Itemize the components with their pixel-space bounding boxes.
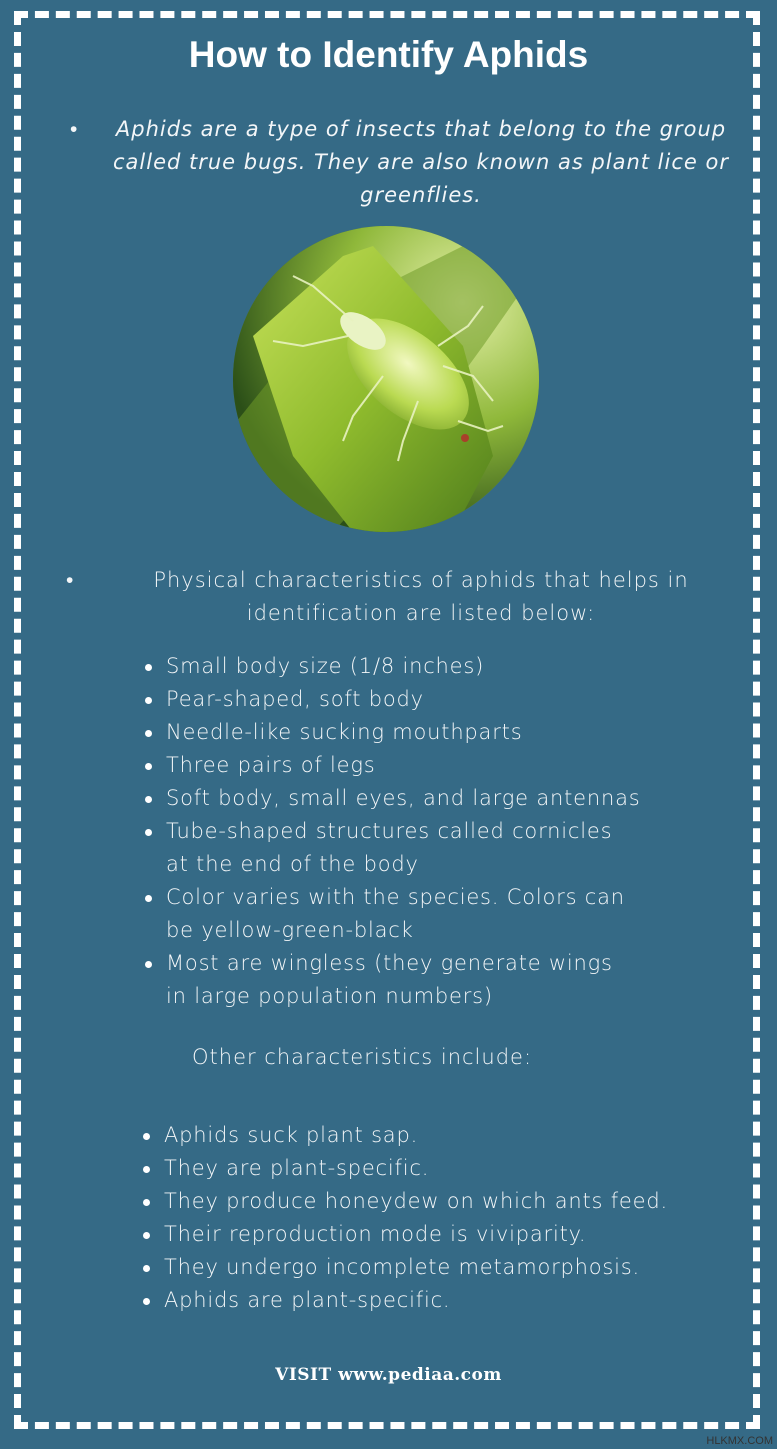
page-title: How to Identify Aphids (188, 34, 589, 75)
characteristics-intro-text: Physical characteristics of aphids that helps in identification are listed below: (153, 568, 689, 625)
intro-paragraph (62, 113, 742, 212)
bullet-icon: • (70, 117, 79, 141)
list-item: Their reproduction mode is viviparity. (140, 1218, 740, 1251)
footer-link[interactable]: VISIT www.pediaa.com (275, 1365, 502, 1385)
watermark: HLKMX.COM (706, 1435, 773, 1447)
list-item: Aphids suck plant sap. (140, 1119, 740, 1152)
list-item: Aphids are plant-specific. (140, 1284, 740, 1317)
intro-text: Aphids are a type of insects that belong to the group called true bugs. They are also known as plant lice or greenflies. (113, 117, 729, 207)
list-item: They produce honeydew on which ants feed. (140, 1185, 740, 1218)
aphid-photo (233, 226, 539, 532)
list-item: Tube-shaped structures called cornicles at the end of the body (142, 815, 636, 881)
list-item: Small body size (1/8 inches) (142, 650, 682, 683)
list-item: Most are wingless (they generate wings in large population numbers) (142, 947, 636, 1013)
physical-characteristics-list (142, 650, 682, 1013)
characteristics-intro (62, 564, 742, 630)
list-item: They undergo incomplete metamorphosis. (140, 1251, 740, 1284)
list-item: They are plant-specific. (140, 1152, 740, 1185)
list-item: Needle-like sucking mouthparts (142, 716, 682, 749)
list-item: Color varies with the species. Colors can be yellow-green-black (142, 881, 636, 947)
list-item: Three pairs of legs (142, 749, 682, 782)
other-characteristics-list (140, 1119, 740, 1317)
other-characteristics-heading: Other characteristics include: (192, 1045, 533, 1069)
bullet-icon: • (66, 568, 75, 592)
list-item: Soft body, small eyes, and large antennas (142, 782, 682, 815)
list-item: Pear-shaped, soft body (142, 683, 682, 716)
